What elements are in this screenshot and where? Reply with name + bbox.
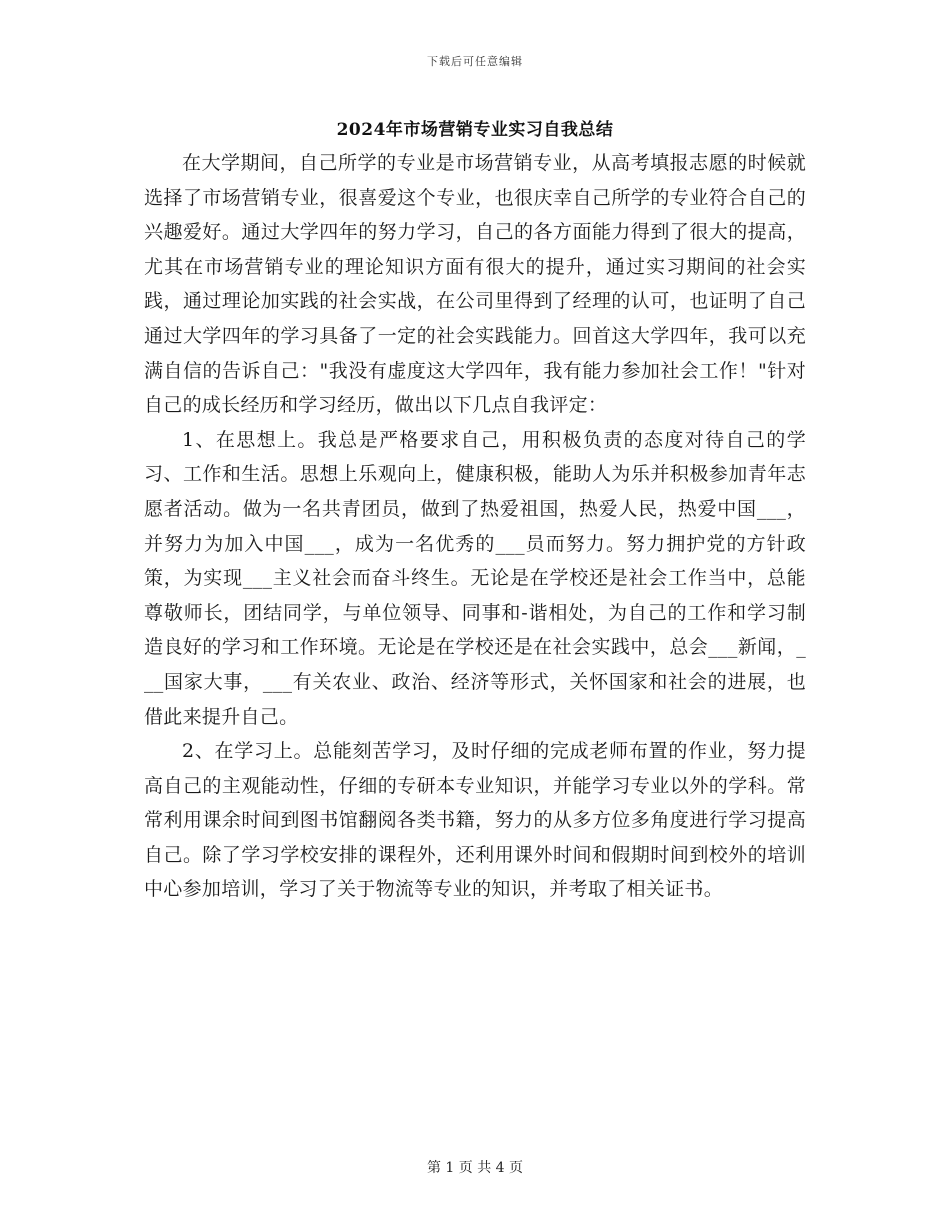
page-header-note: 下载后可任意编辑 bbox=[427, 55, 523, 68]
paragraph-ideology: 1、在思想上。我总是严格要求自己，用积极负责的态度对待自己的学习、工作和生活。思想上乐观向上，健康积极，能助人为乐并积极参加青年志愿者活动。做为一名共青团员，做到了热爱祖国，热爱人民，热爱中国___，并努力为加入中国___，成为一名优秀的___员而努力。努力拥护党的方针政策，为实现___主义社会而奋斗终生。无论是在学校还是社会工作当中，总能尊敬师长，团结同学，与单位领导、同事和-谐相处，为自己的工作和学习制造良好的学习和工作环境。无论是在学校还是在社会实践中，总会___新闻，___国家大事，___有关农业、政治、经济等形式，关怀国家和社会的进展，也借此来提升自己。 bbox=[144, 428, 806, 728]
paragraph-study: 2、在学习上。总能刻苦学习，及时仔细的完成老师布置的作业，努力提高自己的主观能动性，仔细的专研本专业知识，并能学习专业以外的学科。常常利用课余时间到图书馆翻阅各类书籍，努力的从多方位多角度进行学习提高自己。除了学习学校安排的课程外，还利用课外时间和假期时间到校外的培训中心参加培训，学习了关于物流等专业的知识，并考取了相关证书。 bbox=[144, 740, 806, 901]
page-number-footer: 第 1 页 共 4 页 bbox=[426, 1160, 524, 1176]
document-title: 2024年市场营销专业实习自我总结 bbox=[336, 120, 614, 140]
document-body bbox=[144, 146, 806, 907]
paragraph-intro: 在大学期间，自己所学的专业是市场营销专业，从高考填报志愿的时候就选择了市场营销专业，很喜爱这个专业，也很庆幸自己所学的专业符合自己的兴趣爱好。通过大学四年的努力学习，自己的各方面能力得到了很大的提高，尤其在市场营销专业的理论知识方面有很大的提升，通过实习期间的社会实践，通过理论加实践的社会实战，在公司里得到了经理的认可，也证明了自己通过大学四年的学习具备了一定的社会实践能力。回首这大学四年，我可以充满自信的告诉自己："我没有虚度这大学四年，我有能力参加社会工作！"针对自己的成长经历和学习经历，做出以下几点自我评定： bbox=[144, 152, 806, 417]
